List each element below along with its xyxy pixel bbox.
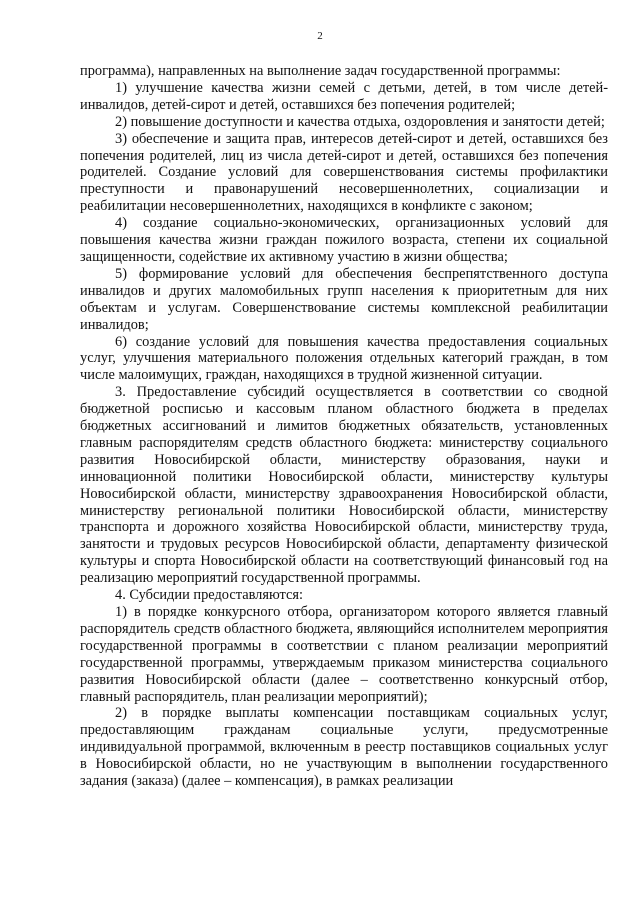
document-body [80,63,608,790]
paragraph-item-6: 6) создание условий для повышения качества предоставления социальных услуг, улучшения материального положения отдельных категорий граждан, в том числе малоимущих, граждан, находящихся в трудной жизненной ситуации. [80,333,608,384]
paragraph-item-5: 5) формирование условий для обеспечения беспрепятственного доступа инвалидов и других маломобильных групп населения к приоритетным для них объектам и услугам. Совершенствование системы комплексной реабилитации инвалидов; [80,265,608,333]
paragraph-clause-4: 4. Субсидии предоставляются: [115,587,304,604]
paragraph-item-2: 2) повышение доступности и качества отдыха, оздоровления и занятости детей; [115,113,605,130]
paragraph-clause-3: 3. Предоставление субсидий осуществляется в соответствии со сводной бюджетной росписью и кассовым планом областного бюджета в пределах бюджетных ассигнований и лимитов бюджетных обязательств, установленных главным распорядителям средств областного бюджета: министерству социального развития Новосибирской области, министерству образования, науки и инновационной политики Новосибирской области, министерству культуры Новосибирской области, министерству здравоохранения Новосибирской области, министерству региональной политики Новосибирской области, министерству транспорта и дорожного хозяйства Новосибирской области, министерству труда, занятости и трудовых ресурсов Новосибирской области, департаменту физической культуры и спорта Новосибирской области на соответствующий финансовый год на реализацию мероприятий государственной программы. [80,384,608,587]
paragraph-continuation: программа), направленных на выполнение задач государственной программы: [80,63,561,79]
page-number: 2 [317,30,323,42]
paragraph-item-4: 4) создание социально-экономических, организационных условий для повышения качества жизни граждан пожилого возраста, степени их социальной защищенности, содействие их активному участию в жизни общества; [80,215,608,265]
paragraph-item-3: 3) обеспечение и защита прав, интересов детей-сирот и детей, оставшихся без попечения родителей, лиц из числа детей-сирот и детей, оставшихся без попечения родителей. Создание условий для совершенствования системы профилактики преступности и правонарушений несовершеннолетних, социализации и реабилитации несовершеннолетних, находящихся в конфликте с законом; [80,130,608,215]
paragraph-clause-4-item-1: 1) в порядке конкурсного отбора, организатором которого является главный распорядитель средств областного бюджета, являющийся исполнителем мероприятия государственной программы в соответствии с планом реализации мероприятий государственной программы, утверждаемым приказом министерства социального развития Новосибирской области (далее – соответственно конкурсный отбор, главный распорядитель, план реализации мероприятий); [80,604,608,705]
paragraph-clause-4-item-2: 2) в порядке выплаты компенсации поставщикам социальных услуг, предоставляющим гражданам социальные услуги, предусмотренные индивидуальной программой, включенным в реестр поставщиков социальных услуг в Новосибирской области, но не участвующим в выполнении государственного задания (заказа) (далее – компенсация), в рамках реализации [80,705,608,790]
paragraph-item-1: 1) улучшение качества жизни семей с детьми, детей, в том числе детей-инвалидов, детей-сирот и детей, оставшихся без попечения родителей; [80,79,608,113]
